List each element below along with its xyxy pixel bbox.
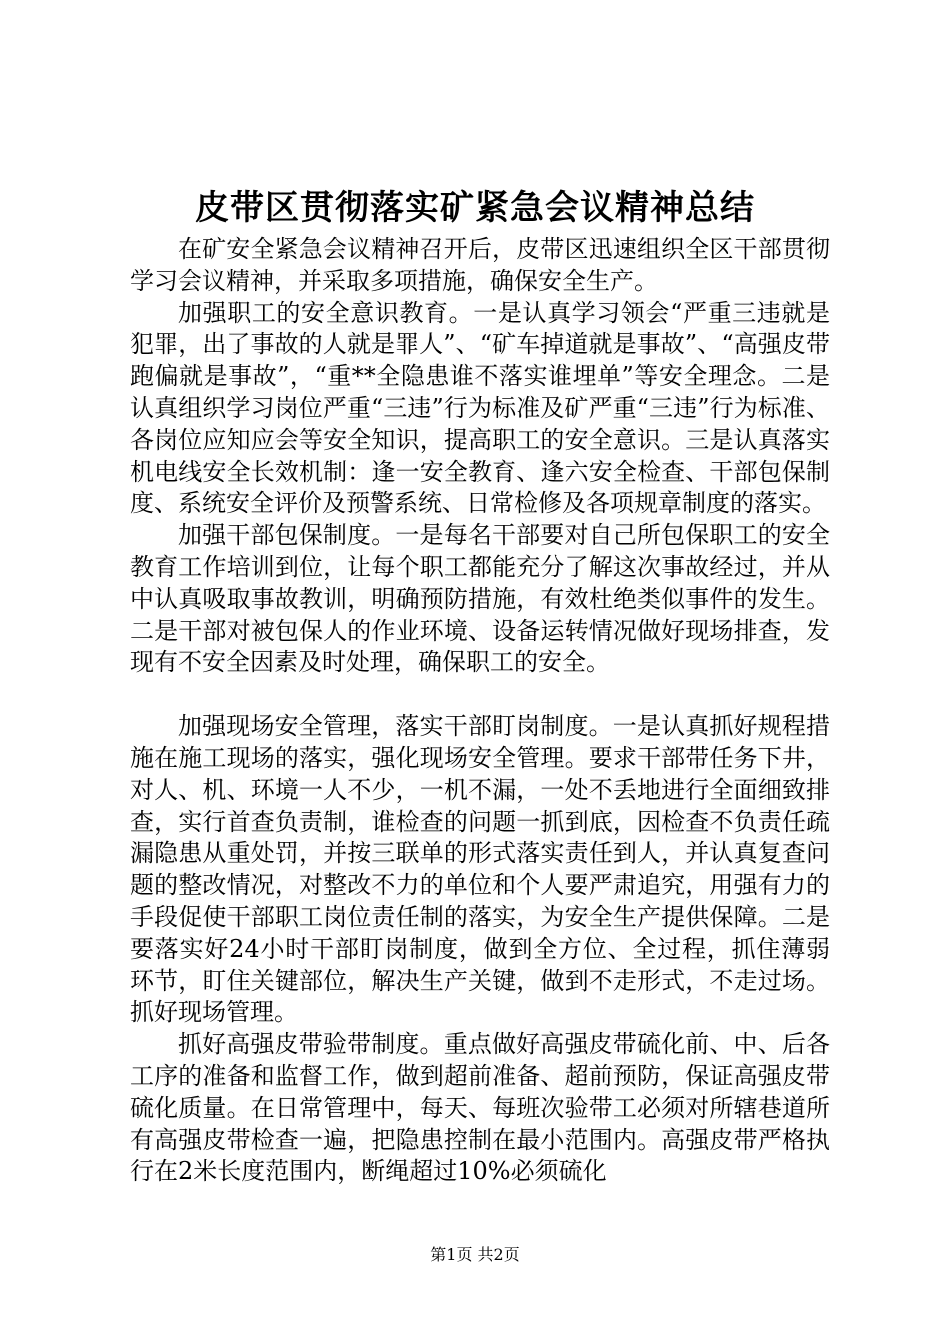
paragraph-site-management: 加强现场安全管理，落实干部盯岗制度。一是认真抓好规程措施在施工现场的落实，强化现场安全管理。要求干部带任务下井，对人、机、环境一人不少，一机不漏，一处不丢地进行全面细致排查，实行首查负责制，谁检查的问题一抓到底，因检查不负责任疏漏隐患从重处罚，并按三联单的形式落实责任到人，并认真复查问题的整改情况，对整改不力的单位和个人要严肃追究，用强有力的手段促使干部职工岗位责任制的落实，为安全生产提供保障。二是要落实好24小时干部盯岗制度，做到全方位、全过程，抓住薄弱环节，盯住关键部位，解决生产关键，做到不走形式，不走过场。抓好现场管理。 (130, 712, 830, 1027)
document-body (130, 234, 830, 1188)
paragraph-cadre-responsibility: 加强干部包保制度。一是每名干部要对自己所包保职工的安全教育工作培训到位，让每个职工都能充分了解这次事故经过，并从中认真吸取事故教训，明确预防措施，有效杜绝类似事件的发生。二是干部对被包保人的作业环境、设备运转情况做好现场排查，发现有不安全因素及时处理，确保职工的安全。 (130, 521, 830, 677)
paragraph-safety-education: 加强职工的安全意识教育。一是认真学习领会“严重三违就是犯罪，出了事故的人就是罪人”、“矿车掉道就是事故”、“高强皮带跑偏就是事故”，“重**全隐患谁不落实谁埋单”等安全理念。二是认真组织学习岗位严重“三违”行为标准及矿严重“三违”行为标准、各岗位应知应会等安全知识，提高职工的安全意识。三是认真落实机电线安全长效机制：逢一安全教育、逢六安全检查、干部包保制度、系统安全评价及预警系统、日常检修及各项规章制度的落实。 (130, 298, 830, 518)
paragraph-intro: 在矿安全紧急会议精神召开后，皮带区迅速组织全区干部贯彻学习会议精神，并采取多项措施，确保安全生产。 (130, 235, 830, 295)
paragraph-belt-inspection: 抓好高强皮带验带制度。重点做好高强皮带硫化前、中、后各工序的准备和监督工作，做到超前准备、超前预防，保证高强皮带硫化质量。在日常管理中，每天、每班次验带工必须对所辖巷道所有高强皮带检查一遍，把隐患控制在最小范围内。高强皮带严格执行在2米长度范围内，断绳超过10%必须硫化 (130, 1030, 830, 1186)
document-title: 皮带区贯彻落实矿紧急会议精神总结 (195, 188, 755, 228)
paragraph-spacer (130, 679, 830, 711)
page-footer: 第1页 共2页 (430, 1245, 520, 1264)
